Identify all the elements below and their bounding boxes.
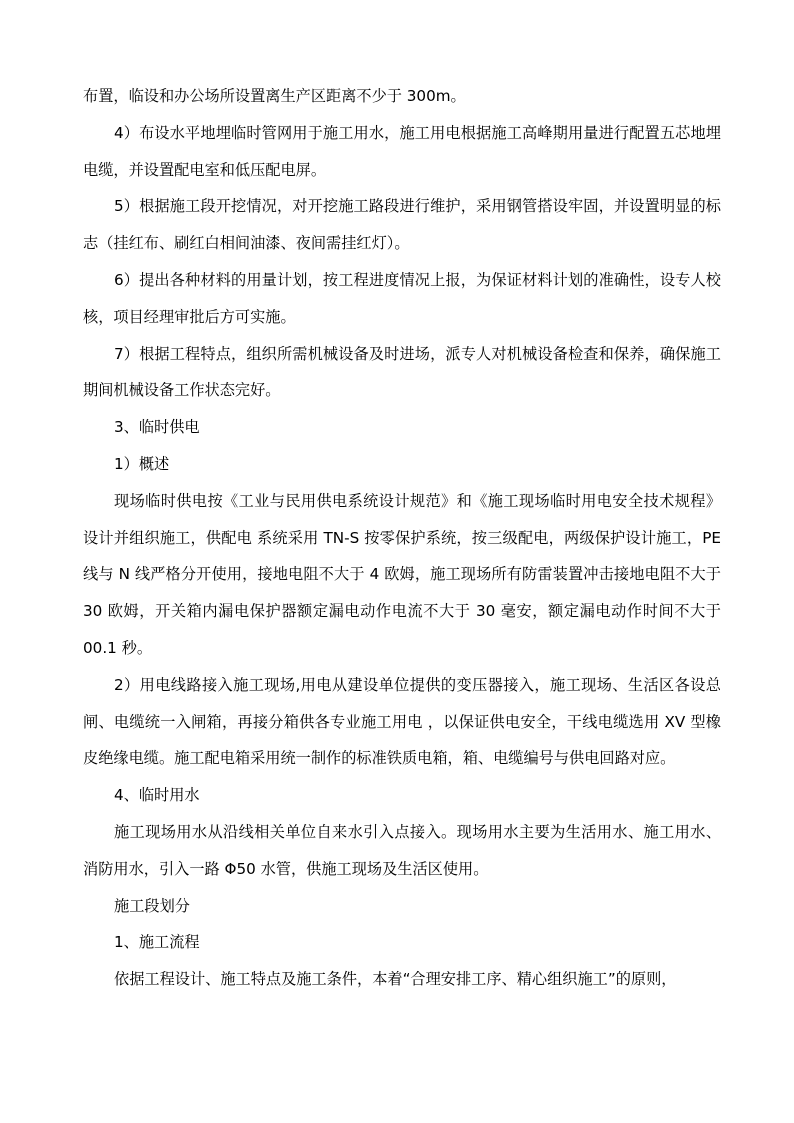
paragraph-item-4: 4）布设水平地埋临时管网用于施工用水，施工用电根据施工高峰期用量进行配置五芯地埋电缆，并设置配电室和低压配电屏。 (83, 123, 721, 179)
paragraph-construction-flow: 依据工程设计、施工特点及施工条件，本着“合理安排工序、精心组织施工”的原则， (114, 970, 677, 989)
paragraph-power-overview: 现场临时供电按《工业与民用供电系统设计规范》和《施工现场临时用电安全技术规程》设计并组织施工，供配电 系统采用 TN-S 按零保护系统，按三级配电，两级保护设计施工，PE 线与 N 线严格分开使用，接地电阻不大于 4 欧姆，施工现场所有防雷装置冲击接地电阻不大于 30 欧姆，开关箱内漏电保护器额定漏电动作电流不大于 30 毫安，额定漏电动作时间不大于 00.1 秒。 (83, 491, 721, 657)
paragraph-item-7: 7）根据工程特点，组织所需机械设备及时进场，派专人对机械设备检查和保养，确保施工期间机械设备工作状态完好。 (83, 344, 721, 400)
document-body (83, 78, 721, 998)
subheading-construction-flow: 1、施工流程 (114, 933, 200, 952)
section-heading-temporary-power: 3、临时供电 (114, 418, 200, 437)
paragraph-item-5: 5）根据施工段开挖情况，对开挖施工路段进行维护，采用钢管搭设牢固，并设置明显的标志（挂红布、刷红白相间油漆、夜间需挂红灯）。 (83, 197, 721, 253)
paragraph-power-line: 2）用电线路接入施工现场,用电从建设单位提供的变压器接入，施工现场、生活区各设总闸、电缆统一入闸箱，再接分箱供各专业施工用电 ，以保证供电安全，干线电缆选用 XV 型橡皮绝缘电缆。施工配电箱采用统一制作的标准铁质电箱，箱、电缆编号与供电回路对应。 (83, 675, 721, 768)
paragraph-water-supply: 施工现场用水从沿线相关单位自来水引入点接入。现场用水主要为生活用水、施工用水、消防用水，引入一路 Φ50 水管，供施工现场及生活区使用。 (83, 822, 721, 878)
section-heading-construction-sections: 施工段划分 (114, 896, 190, 915)
section-heading-temporary-water: 4、临时用水 (114, 786, 200, 805)
subheading-overview: 1）概述 (114, 454, 170, 473)
paragraph-item-6: 6）提出各种材料的用量计划，按工程进度情况上报，为保证材料计划的准确性，设专人校核，项目经理审批后方可实施。 (83, 270, 721, 326)
paragraph-continuation: 布置，临设和办公场所设置离生产区距离不少于 300m。 (83, 87, 466, 105)
